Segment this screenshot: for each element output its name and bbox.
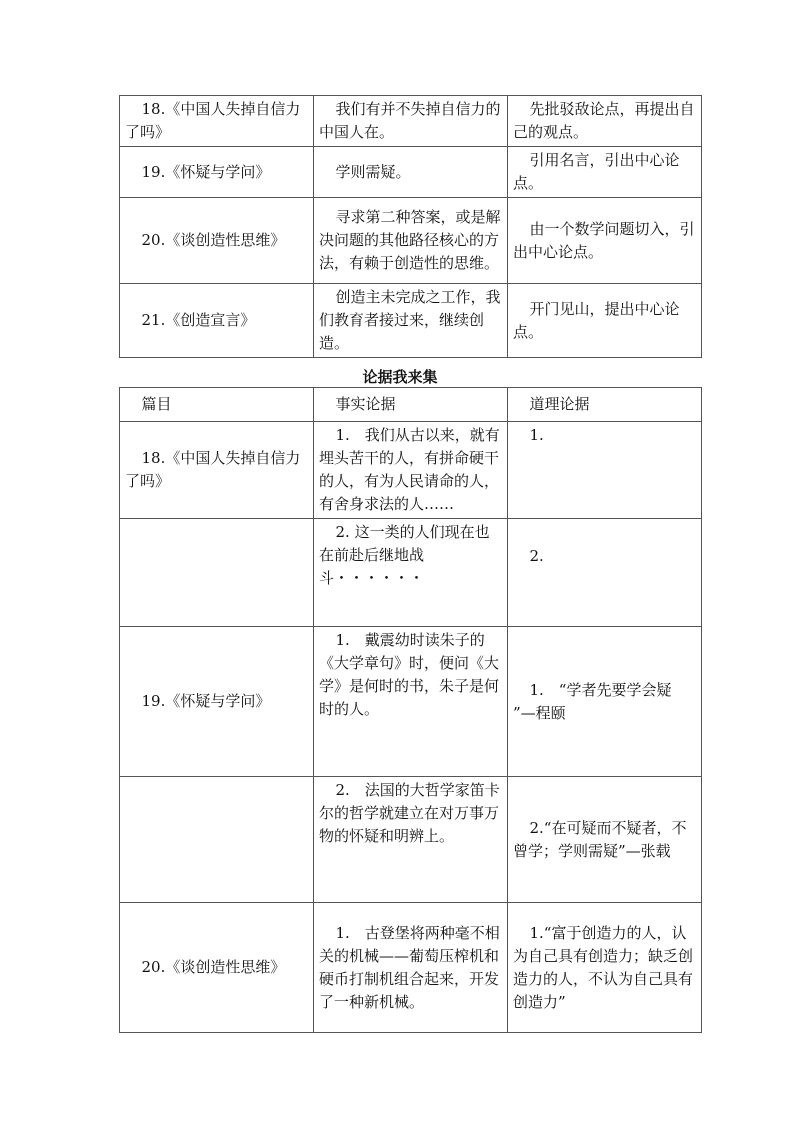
method-cell: 开门见山，提出中心论点。 [508, 284, 702, 358]
table-row [120, 198, 702, 284]
table-row [120, 519, 702, 627]
article-title-cell: 19.《怀疑与学问》 [120, 147, 314, 198]
header-fact-evidence: 事实论据 [314, 388, 508, 422]
article-title-cell: 20.《谈创造性思维》 [120, 198, 314, 284]
reason-evidence-cell: 1. [508, 422, 702, 519]
reason-evidence-cell: 1.“富于创造力的人，认为自己具有创造力；缺乏创造力的人，不认为自己具有创造力” [508, 903, 702, 1033]
article-title-cell: 18.《中国人失掉自信力了吗》 [120, 96, 314, 147]
fact-evidence-cell: 1. 戴震幼时读朱子的《大学章句》时，便问《大学》是何时的书，朱子是何时的人。 [314, 627, 508, 777]
header-article: 篇目 [120, 388, 314, 422]
thesis-cell: 我们有并不失掉自信力的中国人在。 [314, 96, 508, 147]
reason-evidence-cell: 1. “学者先要学会疑 ”—程颐 [508, 627, 702, 777]
thesis-cell: 寻求第二种答案，或是解决问题的其他路径核心的方法，有赖于创造性的思维。 [314, 198, 508, 284]
method-cell: 由一个数学问题切入，引出中心论点。 [508, 198, 702, 284]
table-row [120, 147, 702, 198]
table-row [120, 284, 702, 358]
article-title-cell: 19.《怀疑与学问》 [120, 627, 314, 777]
table-row [120, 777, 702, 903]
header-reason-evidence: 道理论据 [508, 388, 702, 422]
article-title-cell: 20.《谈创造性思维》 [120, 903, 314, 1033]
fact-evidence-cell: 2. 这一类的人们现在也在前赴后继地战斗・・・・・・ [314, 519, 508, 627]
thesis-table [119, 95, 702, 358]
method-cell: 先批驳敌论点，再提出自己的观点。 [508, 96, 702, 147]
article-title-cell [120, 777, 314, 903]
method-cell: 引用名言，引出中心论点。 [508, 147, 702, 198]
article-title-cell: 18.《中国人失掉自信力了吗》 [120, 422, 314, 519]
table-row [120, 96, 702, 147]
article-title-cell: 21.《创造宣言》 [120, 284, 314, 358]
table-header-row [120, 388, 702, 422]
section-title: 论据我来集 [362, 368, 438, 386]
thesis-cell: 学则需疑。 [314, 147, 508, 198]
table-row [120, 627, 702, 777]
thesis-cell: 创造主未完成之工作，我们教育者接过来，继续创造。 [314, 284, 508, 358]
article-title-cell [120, 519, 314, 627]
table-row [120, 903, 702, 1033]
fact-evidence-cell: 1. 古登堡将两种毫不相关的机械——葡萄压榨机和硬币打制机组合起来，开发了一种新机械。 [314, 903, 508, 1033]
evidence-table [119, 387, 702, 1033]
reason-evidence-cell: 2.“在可疑而不疑者，不曾学；学则需疑”—张载 [508, 777, 702, 903]
table-row [120, 422, 702, 519]
reason-evidence-cell: 2. [508, 519, 702, 627]
fact-evidence-cell: 1. 我们从古以来，就有埋头苦干的人，有拼命硬干的人，有为人民请命的人，有舍身求法的人…… [314, 422, 508, 519]
fact-evidence-cell: 2. 法国的大哲学家笛卡尔的哲学就建立在对万事万物的怀疑和明辨上。 [314, 777, 508, 903]
